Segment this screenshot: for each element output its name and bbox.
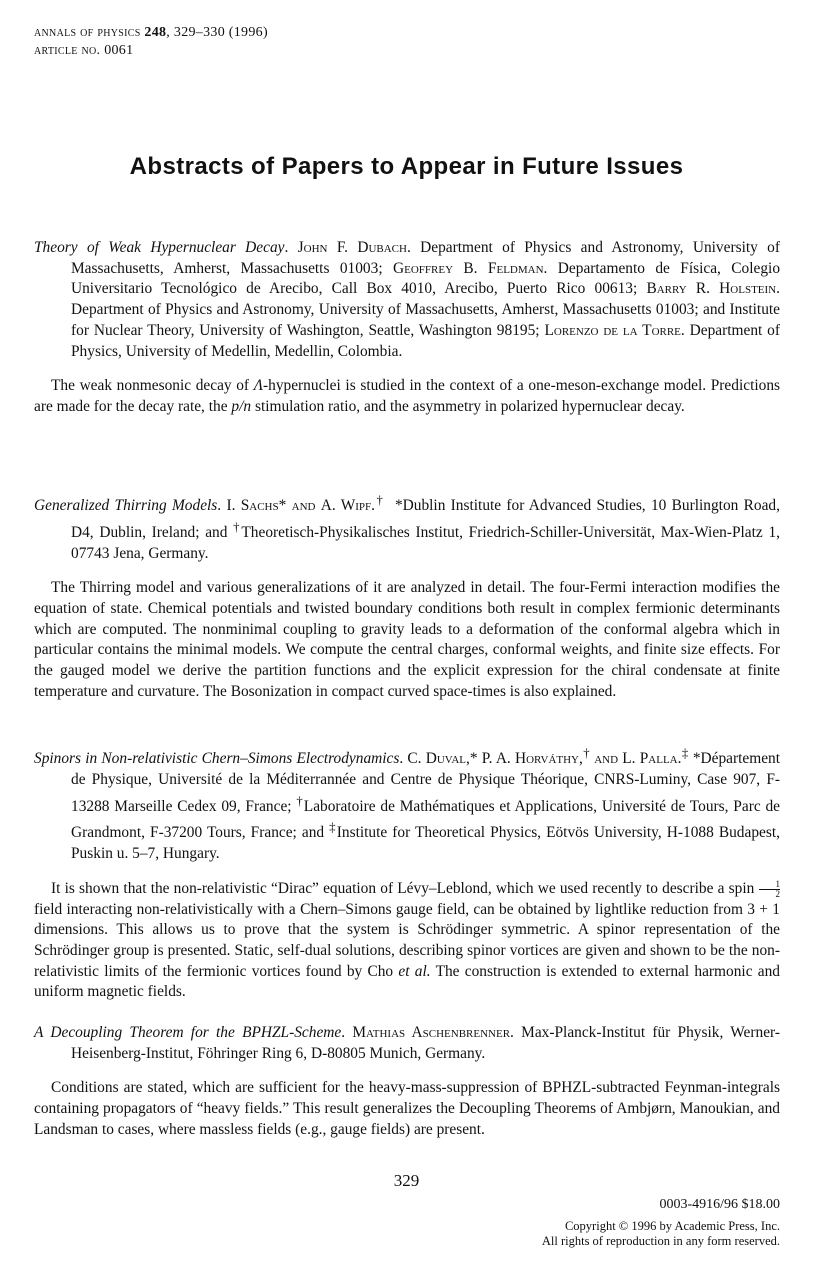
paper-abstract: Conditions are stated, which are sufficient for the heavy-mass-suppression of BPHZL-subtracted Feynman-integrals containing propagators of “heavy fields.” This result generalizes the Decoupling Theorems of Ambjørn, Manoukian, and Landsman to cases, where massless fields (e.g., gauge fields) are present. [34,1079,780,1138]
paper-header: Theory of Weak Hypernuclear Decay. John F. Dubach. Department of Physics and Astronomy, University of Massachusetts, Amherst, Massachusetts 01003; Geoffrey B. Feldman. Departamento de Física, Colegio Universitario Tecnológico de Arecibo, Call Box 4010, Arecibo, Puerto Rico 00613; Barry R. Holstein. Department of Physics and Astronomy, University of Massachusetts, Amherst, Massachusetts 01003; and Institute for Nuclear Theory, University of Washington, Seattle, Washington 98195; Lorenzo de la Torre. Department of Physics, University of Medellin, Medellin, Colombia. [34,239,781,360]
paper-entry-4 [34,1023,780,1141]
author-name: Geoffrey B. Feldman [393,259,544,277]
lambda-symbol: Λ [253,377,264,395]
author-affiliation: Department of Physics, University of Medellin, Medellin, Colombia. [71,321,781,360]
article-number-line [34,42,268,60]
journal-header [34,24,268,60]
paper-title: Theory of Weak Hypernuclear Decay [34,239,285,256]
author-name: C. Duval [407,750,466,768]
paper-entry-1 [34,238,780,418]
rights-line: All rights of reproduction in any form reserved. [541,1234,780,1248]
paper-header: Generalized Thirring Models. I. Sachs* and A. Wipf.† *Dublin Institute for Advanced Studies, 10 Burlington Road, D4, Dublin, Ireland; and †Theoretisch-Physikalisches Institut, Friedrich-Schiller-Universität, Max-Wien-Platz 1, 07743 Jena, Germany. [34,493,780,562]
author-affiliation: *Dublin Institute for Advanced Studies, 10 Burlington Road, D4, Dublin, Ireland; and [71,497,780,541]
author-affiliation: Institute for Theoretical Physics, Eötvös University, H-1088 Budapest, Puskin u. 5–7, Hungary. [71,824,780,863]
journal-citation [34,24,268,42]
journal-pages-year: , 329–330 (1996) [166,25,268,40]
page-title: Abstracts of Papers to Appear in Future Issues [129,153,684,180]
paper-entry-3 [34,743,780,1003]
pn-ratio: p/n [231,397,252,415]
one-half-fraction: $\frac{1}{2}$ [759,880,781,899]
paper-abstract: The Thirring model and various generalizations of it are analyzed in detail. The four-Fermi interaction modifies the equation of state. Chemical potentials and twisted boundary conditions both result in complex fermionic determinants which are computed. The nonminimal coupling to gravity leads to a deformation of the conformal algebra which in particular contains the minimal models. We compute the central charges, conformal weights, and finite size effects. For the gauged model we derive the partition functions and the explicit expression for the chiral condensate at finite temperature and curvature. The Bosonization in compact curved space-times is also explained. [34,579,780,700]
author-affiliation: Theoretisch-Physikalisches Institut, Friedrich-Schiller-Universität, Max-Wien-Platz 1, 07743 Jena, Germany. [71,523,780,562]
journal-volume: 248 [144,25,167,40]
paper-entry-2 [34,490,780,703]
paper-title: Spinors in Non-relativistic Chern–Simons Electrodynamics [34,750,400,768]
author-name: P. A. Horváthy [481,750,579,768]
paper-title: Generalized Thirring Models [34,497,218,515]
author-name: Lorenzo de la Torre [544,321,681,339]
paper-title: A Decoupling Theorem for the BPHZL-Scheme [34,1024,342,1041]
author-name: Barry R. Holstein [646,280,777,298]
price-code: 0003-4916/96 $18.00 [659,1197,780,1212]
journal-name: annals of physics [34,25,141,40]
copyright-line: Copyright © 1996 by Academic Press, Inc. [564,1219,780,1233]
page-number: 329 [393,1171,420,1190]
author-affiliation: *Département de Physique, Université de la Méditerrannée and Centre de Physique Théorique, CNRS-Luminy, Case 907, F-13288 Marseille Cedex 09, France; [71,750,781,815]
author-affiliation: Department of Physics and Astronomy, University of Massachusetts, Amherst, Massachusetts 01003; [71,239,780,277]
paper-abstract: The weak nonmesonic decay of Λ-hypernuclei is studied in the context of a one-meson-exchange model. Predictions are made for the decay rate, the p/n stimulation ratio, and the asymmetry in polarized hypernuclear decay. [34,377,780,415]
article-number: 0061 [104,43,134,58]
author-affiliation: Max-Planck-Institut für Physik, Werner-Heisenberg-Institut, Föhringer Ring 6, D-80805 Munich, Germany. [71,1024,780,1062]
paper-header: A Decoupling Theorem for the BPHZL-Scheme. Mathias Aschenbrenner. Max-Planck-Institut für Physik, Werner-Heisenberg-Institut, Föhringer Ring 6, D-80805 Munich, Germany. [34,1024,780,1062]
author-name: Mathias Aschenbrenner [352,1024,511,1041]
paper-abstract: It is shown that the non-relativistic “Dirac” equation of Lévy–Leblond, which we used recently to describe a spin $\frac{1}{2}$ field interacting non-relativistically with a Chern–Simons gauge field, can be obtained by lightlike reduction from 3 + 1 dimensions. This allows us to prove that the system is Schrödinger symmetric. A spinor representation of the Schrödinger group is presented. Static, self-dual solutions, describing spinor vortices are given and shown to be the non-relativistic limits of the fermionic vortices found by Cho et al. The construction is extended to external harmonic and uniform magnetic fields. [34,878,780,1001]
author-name: A. Wipf [320,497,372,515]
author-affiliation: Laboratoire de Mathématiques et Applications, Université de Tours, Parc de Grandmont, F-37200 Tours, France; and [71,797,780,842]
author-affiliation: Departamento de Física, Colegio Universitario Tecnológico de Arecibo, Call Box 4010, Arecibo, Puerto Rico 00613; [71,259,781,298]
article-label: article no. [34,43,101,58]
author-affiliation: Department of Physics and Astronomy, University of Massachusetts, Amherst, Massachusetts 01003; and Institute for Nuclear Theory, University of Washington, Seattle, Washington 98195; [71,301,780,339]
author-name: I. Sachs [226,497,279,515]
paper-header: Spinors in Non-relativistic Chern–Simons Electrodynamics. C. Duval,* P. A. Horváthy,† and L. Palla.‡ *Département de Physique, Université de la Méditerrannée and Centre de Physique Théorique, CNRS-Luminy, Case 907, F-13288 Marseille Cedex 09, France; †Laboratoire de Mathématiques et Applications, Université de Tours, Parc de Grandmont, F-37200 Tours, France; and ‡Institute for Theoretical Physics, Eötvös University, H-1088 Budapest, Puskin u. 5–7, Hungary. [34,746,781,863]
copyright-notice [542,1219,780,1249]
author-name: John F. Dubach [297,239,407,256]
author-name: L. Palla [622,750,678,768]
